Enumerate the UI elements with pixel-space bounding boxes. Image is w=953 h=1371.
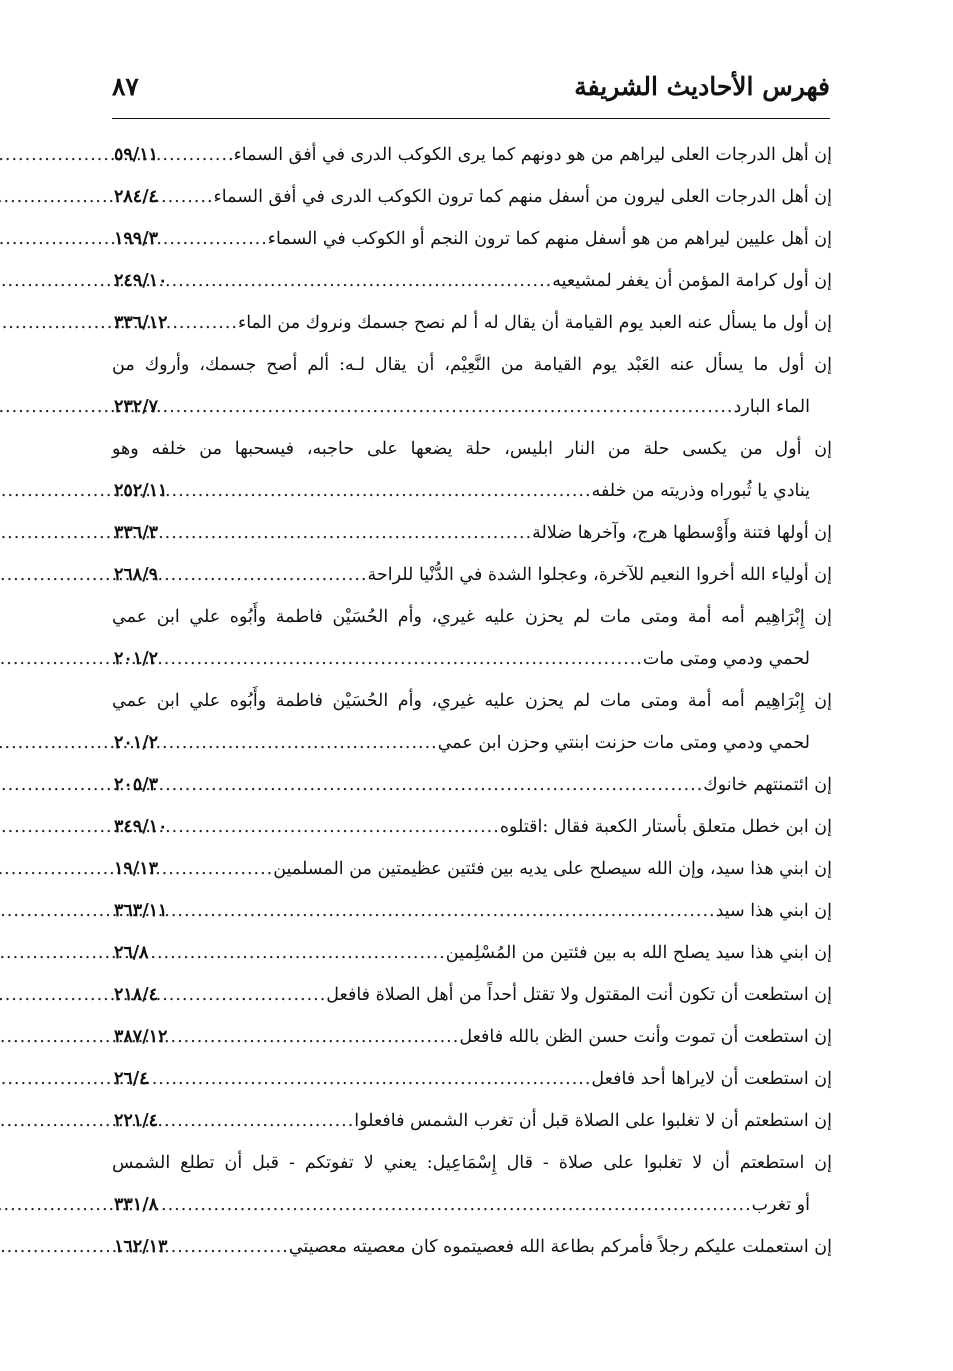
leader-dots	[158, 397, 734, 417]
entry-text: إن أول كرامة المؤمن أن يغفر لمشيعيه	[552, 271, 832, 291]
entry-text: إن إِبْرَاهِيم أمه أمة ومتى مات لم يحزن عليه غيري، وأم الحُسَيْن فاطمة وأَبُوه علي ابن عمي	[112, 607, 832, 627]
entry-continuation-line	[112, 1184, 832, 1226]
index-entry	[112, 1100, 832, 1142]
leader-dots	[158, 187, 214, 207]
entry-line	[112, 848, 832, 890]
entry-line	[112, 764, 832, 806]
volume-page-ref: ٢٠١/٢	[114, 649, 158, 669]
volume-page-ref: ٢٥٢/١١	[114, 481, 168, 501]
entry-text: إن أول ما يسأل عنه العبد يوم القيامة أن يقال له أ لم نصح جسمك ونروك من الماء	[237, 313, 832, 333]
entry-line	[112, 1100, 832, 1142]
entry-continuation-line	[112, 638, 832, 680]
volume-page-ref: ٣٣٦/١٢	[114, 313, 168, 333]
volume-page-ref: ٢٠٥/٣	[114, 775, 158, 795]
index-entry	[112, 932, 832, 974]
entry-text: إن ابني هذا سيد	[715, 901, 832, 921]
entry-text: إن استطعت أن تموت وأنت حسن الظن بالله فافعل	[459, 1027, 832, 1047]
leader-dots	[167, 817, 499, 837]
leader-dots	[158, 1195, 752, 1215]
leader-dots	[158, 859, 273, 879]
volume-page-ref: ٥٩/١١	[114, 145, 158, 165]
header-rule	[112, 118, 830, 119]
volume-page-ref: ٢٣٢/٧	[114, 397, 158, 417]
entry-line	[112, 428, 832, 470]
volume-page-ref: ٢١٨/٤	[114, 985, 158, 1005]
index-entry	[112, 302, 832, 344]
entry-text: إن أول من يكسى حلة من النار ابليس، حلة يضعها على حاجبه، فيسحبها من خلفه وهو	[112, 439, 832, 459]
entry-line	[112, 932, 832, 974]
entry-line	[112, 680, 832, 722]
entry-line	[112, 806, 832, 848]
leader-dots	[167, 1237, 288, 1257]
index-entry	[112, 890, 832, 932]
index-entry	[112, 848, 832, 890]
volume-page-ref: ٢٦/٨	[114, 943, 149, 963]
leader-dots	[158, 1111, 354, 1131]
entry-line	[112, 260, 832, 302]
volume-page-ref: ٣٣١/٨	[114, 1195, 158, 1215]
index-entry	[112, 1142, 832, 1226]
volume-page-ref: ٢٦٨/٩	[114, 565, 158, 585]
volume-page-ref: ٢٨٤/٤	[114, 187, 158, 207]
entry-continuation-line	[112, 722, 832, 764]
index-entry	[112, 428, 832, 512]
index-entry	[112, 218, 832, 260]
entry-line	[112, 596, 832, 638]
entry-text-continued: أو تغرب	[751, 1195, 810, 1215]
entry-line	[112, 344, 832, 386]
index-entry	[112, 764, 832, 806]
page-number: ٨٧	[112, 71, 139, 101]
index-entry	[112, 344, 832, 428]
volume-page-ref: ٣٣٦/٣	[114, 523, 158, 543]
leader-dots	[167, 901, 715, 921]
index-entry	[112, 512, 832, 554]
leader-dots	[167, 271, 552, 291]
entry-text: إن أول ما يسأل عنه العَبْد يوم القيامة من النَّعِيْم، أن يقال لـه: ألم أصح جسمك، وأروك من	[112, 355, 832, 375]
index-entry	[112, 680, 832, 764]
entry-text: إن أهل الدرجات العلى ليرون من أسفل منهم كما ترون الكوكب الدرى في أفق السماء	[213, 187, 832, 207]
entry-text: إن استطعتم أن لا تغلبوا على صلاة - قال إِسْمَاعِيل: يعني لا تفوتكم - قبل أن تطلع الشمس	[112, 1153, 832, 1173]
entry-text: إن استطعت أن تكون أنت المقتول ولا تقتل أحداً من أهل الصلاة فافعل	[326, 985, 832, 1005]
index-entry	[112, 1016, 832, 1058]
entry-text-continued: الماء البارد	[733, 397, 810, 417]
index-entry	[112, 554, 832, 596]
index-entry	[112, 974, 832, 1016]
entry-line	[112, 974, 832, 1016]
volume-page-ref: ٢٤٩/١٠	[114, 271, 168, 291]
volume-page-ref: ٣٤٩/١٠	[114, 817, 168, 837]
index-entry	[112, 260, 832, 302]
leader-dots	[158, 523, 532, 543]
entry-continuation-line	[112, 386, 832, 428]
volume-page-ref: ١٩٩/٣	[114, 229, 158, 249]
volume-page-ref: ١٦٢/١٣	[114, 1237, 168, 1257]
hadith-index-list	[112, 134, 832, 1268]
entry-text: إن ابن خطل متعلق بأستار الكعبة فقال :اقتلوه	[499, 817, 832, 837]
leader-dots	[149, 943, 446, 963]
index-entry	[112, 1226, 832, 1268]
entry-line	[112, 1226, 832, 1268]
entry-text: إن ائتمنتهم خانوك	[703, 775, 832, 795]
entry-line	[112, 512, 832, 554]
index-entry	[112, 806, 832, 848]
entry-text: إن أولياء الله أخروا النعيم للآخرة، وعجلوا الشدة في الدُّنْيا للراحة	[367, 565, 832, 585]
index-entry	[112, 176, 832, 218]
leader-dots	[158, 649, 643, 669]
index-entry	[112, 134, 832, 176]
entry-continuation-line	[112, 470, 832, 512]
entry-text-continued: ينادي يا ثُبوراه وذريته من خلفه	[591, 481, 810, 501]
volume-page-ref: ٢٠١/٢	[114, 733, 158, 753]
leader-dots	[158, 145, 228, 165]
volume-page-ref: ٣٦٣/١١	[114, 901, 168, 921]
leader-dots	[158, 229, 268, 249]
entry-line	[112, 1142, 832, 1184]
leader-dots	[167, 1027, 459, 1047]
volume-page-ref: ٢٦/٤	[114, 1069, 149, 1089]
volume-page-ref: ٢٢١/٤	[114, 1111, 158, 1131]
volume-page-ref: ١٩/١٣	[114, 859, 158, 879]
entry-text: إن أهل عليين ليراهم من هو أسفل منهم كما ترون النجم أو الكوكب في السماء	[267, 229, 832, 249]
entry-line	[112, 176, 832, 218]
header-title: فهرس الأحاديث الشريفة	[574, 71, 830, 101]
volume-page-ref: ٣٨٧/١٢	[114, 1027, 168, 1047]
index-entry	[112, 1058, 832, 1100]
entry-line	[112, 218, 832, 260]
entry-text: إن ابني هذا سيد يصلح الله به بين فئتين من المُسْلِمين	[445, 943, 832, 963]
entry-text-continued: لحمي ودمي ومتى مات حزنت ابنتي وحزن ابن عمي	[437, 733, 810, 753]
leader-dots	[158, 775, 703, 795]
leader-dots	[167, 313, 238, 333]
leader-dots	[158, 985, 326, 1005]
entry-line	[112, 302, 832, 344]
leader-dots	[158, 733, 438, 753]
leader-dots	[149, 1069, 592, 1089]
entry-text: إن استطعتم أن لا تغلبوا على الصلاة قبل أن تغرب الشمس فافعلوا	[354, 1111, 832, 1131]
entry-line	[112, 1016, 832, 1058]
leader-dots	[158, 565, 368, 585]
entry-text: إن إِبْرَاهِيم أمه أمة ومتى مات لم يحزن عليه غيري، وأم الحُسَيْن فاطمة وأَبُوه علي ابن عمي	[112, 691, 832, 711]
leader-dots	[167, 481, 591, 501]
entry-text: إن استطعت أن لايراها أحد فافعل	[591, 1069, 832, 1089]
entry-text: إن ابني هذا سيد، وإن الله سيصلح على يديه بين فئتين عظيمتين من المسلمين	[273, 859, 832, 879]
entry-text-continued: لحمي ودمي ومتى مات	[642, 649, 810, 669]
entry-line	[112, 890, 832, 932]
entry-text: إن استعملت عليكم رجلاً فأمركم بطاعة الله فعصيتموه كان معصيته معصيتي	[288, 1237, 832, 1257]
index-entry	[112, 596, 832, 680]
entry-text: إن أهل الدرجات العلى ليراهم من هو دونهم كما يرى الكوكب الدرى في أفق السماء.	[228, 145, 832, 165]
entry-text: إن أولها فتنة وأَوْسطها هرج، وآخرها ضلالة	[532, 523, 832, 543]
entry-line	[112, 1058, 832, 1100]
page-header	[112, 62, 830, 110]
entry-line	[112, 554, 832, 596]
entry-line	[112, 134, 832, 176]
